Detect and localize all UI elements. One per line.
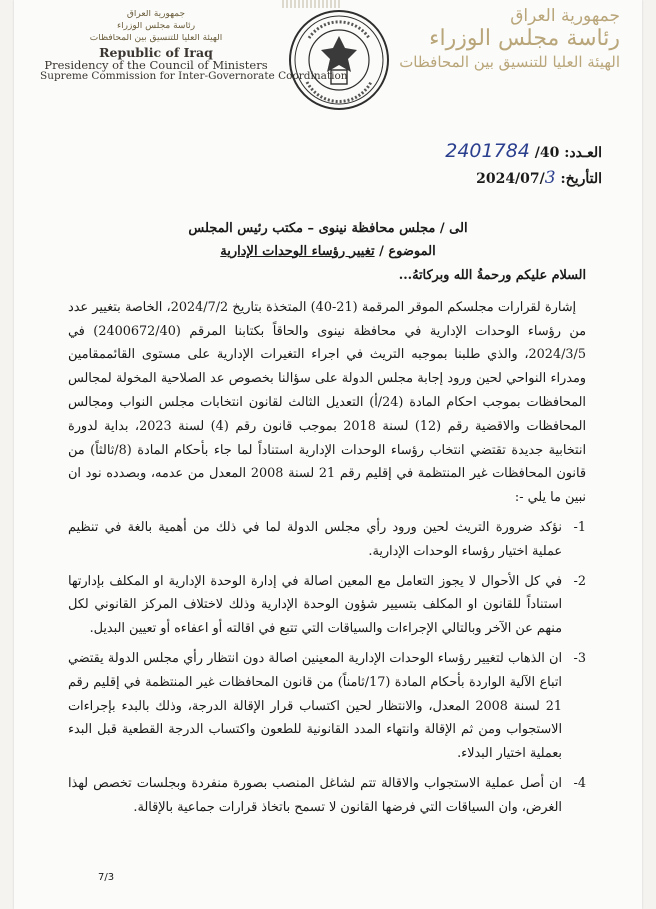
address-block — [14, 218, 642, 264]
letterhead-left-ar-2: رئاسة مجلس الوزراء — [116, 22, 196, 31]
list-item-text: في كل الأحوال لا يجوز التعامل مع المعين اصالة في إدارة الوحدة الإدارية او المكلف بإدارتها استناداً للقانون او المكلف بتسيير شؤون الوحدة الإدارية وذلك لاختلاف المركز القانوني لكل منهم عن الآخر وبالتالي الإجراءات والسياقات التي تتبع في اقالته أو اعفاءه أو تعيين البديل. — [68, 573, 562, 637]
list-item-number: 4- — [573, 775, 586, 791]
list-item — [68, 516, 586, 564]
subject-line — [14, 241, 642, 264]
reference-date-day: 3 — [544, 167, 556, 188]
intro-paragraph: إشارة لقرارات مجلسكم الموقر المرقمة (21-40) المتخذة بتاريخ 2024/7/2، الخاصة بتغيير عدد من رؤساء الوحدات الإدارية في محافظة نينوى والحاقاً بكتابنا المرقم (2400672/40) في 2024/3/5، والذي طلبنا بموجبه التريث في اجراء التغيرات الإدارية على مستوى القائممقامين ومدراء النواحي لحين ورود إجابة مجلس الدولة على سؤالنا بخصوص عد الصلاحية المخولة لمجالس المحافظات بموجب احكام المادة (24/أ) التعديل الثالث لقانون انتخابات مجلس النواب ومجالس المحافظات والاقضية رقم (12) لسنة 2018 بموجب قانون رقم (4) لسنة 2023، بداية لدورة انتخابية جديدة تقتضي انتخاب رؤساء الوحدات الإدارية استناداً لما جاء بأحكام المادة (8/ثالثاً) من قانون المحافظات غير المنتظمة في إقليم رقم 21 لسنة 2008 المعدل من عدمه، وبصدده نود ان نبين ما يلي -: — [68, 299, 587, 506]
document-page — [14, 0, 642, 909]
letterhead-right-presidency: رئاسة مجلس الوزراء — [429, 26, 620, 52]
page-number: 7/3 — [98, 872, 115, 883]
subject-text: تغيير رؤساء الوحدات الإدارية — [220, 243, 375, 259]
greeting: السلام عليكم ورحمةُ الله وبركاتهُ... — [398, 268, 586, 283]
subject-label: الموضوع / — [379, 243, 436, 259]
reference-number-line — [445, 138, 602, 166]
list-item — [68, 647, 586, 766]
reference-number-label: العـدد: — [564, 145, 602, 161]
list-item — [68, 570, 586, 641]
letterhead-en-country: Republic of Iraq — [99, 45, 213, 60]
reference-date-label: التأريخ: — [560, 170, 602, 187]
list-item — [68, 772, 586, 820]
staple-mark — [282, 0, 342, 8]
letterhead-right — [358, 6, 620, 71]
list-item-text: نؤكد ضرورة التريث لحين ورود رأي مجلس الدولة لما في ذلك من أهمية بالغة في تنظيم عملية اختيار رؤساء الوحدات الإدارية. — [68, 519, 562, 559]
letter-body — [68, 264, 586, 820]
letterhead-left-ar-1: جمهورية العراق — [126, 10, 186, 19]
reference-number-handwritten: 2401784 — [445, 140, 530, 162]
reference-number-prefix: 40/ — [534, 145, 560, 161]
reference-block — [445, 138, 602, 190]
reference-date-line — [445, 166, 602, 191]
letterhead-right-country: جمهورية العراق — [510, 6, 620, 26]
recipient: الى / مجلس محافظة نينوى – مكتب رئيس المجلس — [188, 221, 468, 236]
list-item-number: 2- — [573, 573, 586, 589]
letterhead-left-ar-3: الهيئة العليا للتنسيق بين المحافظات — [89, 34, 223, 43]
reference-date-prefix: 2024/07/ — [476, 170, 545, 187]
letterhead-en-presidency: Presidency of the Council of Ministers — [44, 58, 268, 73]
letterhead-right-commission: الهيئة العليا للتنسيق بين المحافظات — [399, 52, 620, 71]
list-item-number: 1- — [573, 519, 586, 535]
list-item-text: ان أصل عملية الاستجواب والاقالة تتم لشاغل المنصب بصورة منفردة وبجلسات تخصص لهذا الغرض، وان السياقات التي فرضها القانون لا تسمح باتخاذ قرارات جماعية بالإقالة. — [68, 775, 562, 815]
list-item-number: 3- — [573, 650, 586, 666]
letterhead-en-commission: Supreme Commission for Inter-Governorate Coordination — [40, 70, 348, 83]
letterhead-left — [40, 10, 348, 83]
list-item-text: ان الذهاب لتغيير رؤساء الوحدات الإدارية المعينين اصالة دون انتظار رأي مجلس الدولة يقتضي اتباع الآلية الواردة بأحكام المادة (17/ثامناً) من قانون المحافظات غير المنتظمة في إقليم رقم 21 لسنة 2008 المعدل، والانتظار لحين اكتساب قرار الإقالة الدرجة، وذلك بالبدء بإجراءات الاستجواب ومن ثم الإقالة وانتهاء المدد القانونية للطعون واكتساب الدرجة القطعية قبل البدء بعملية اختيار البدلاء. — [68, 650, 562, 762]
